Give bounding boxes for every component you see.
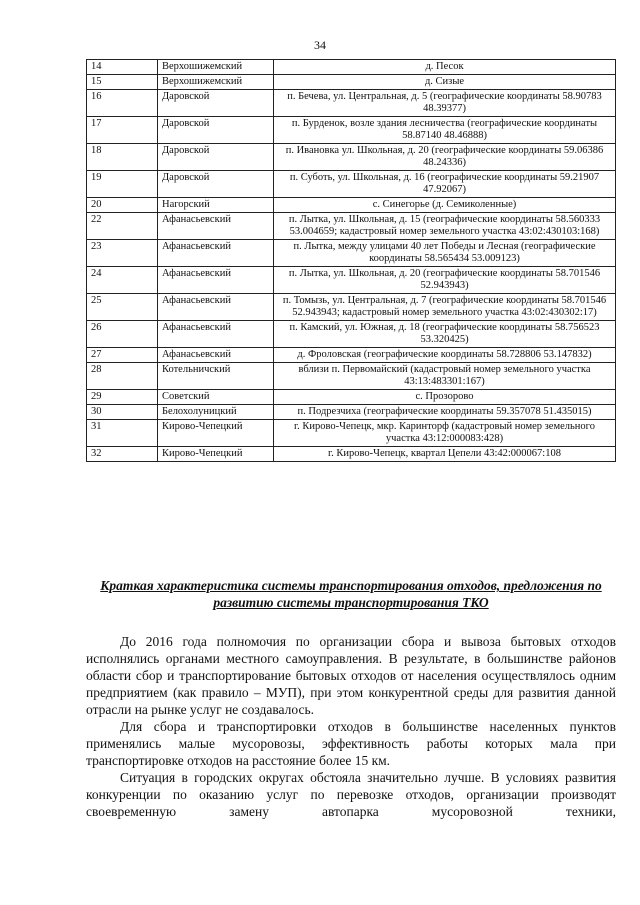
- section-heading: Краткая характеристика системы транспортирования отходов, предложения по развитию системы транспортирования ТКО: [100, 578, 602, 610]
- table-row: [87, 144, 616, 171]
- table-row: [87, 420, 616, 447]
- table-row: [87, 447, 616, 462]
- row-number: 22: [87, 213, 158, 240]
- table-row: [87, 75, 616, 90]
- table-row: [87, 405, 616, 420]
- table-row: [87, 363, 616, 390]
- row-district: Белохолуницкий: [158, 405, 274, 420]
- row-district: Советский: [158, 390, 274, 405]
- table-row: [87, 321, 616, 348]
- row-location: д. Фроловская (географические координаты 58.728806 53.147832): [274, 348, 616, 363]
- row-location: п. Бурденок, возле здания лесничества (географические координаты 58.87140 48.46888): [274, 117, 616, 144]
- row-district: Афанасьевский: [158, 294, 274, 321]
- table-row: [87, 294, 616, 321]
- body-text: [86, 633, 616, 820]
- row-number: 23: [87, 240, 158, 267]
- table-row: [87, 348, 616, 363]
- row-number: 31: [87, 420, 158, 447]
- table-row: [87, 198, 616, 213]
- paragraph-2: Для сбора и транспортировки отходов в большинстве населенных пунктов применялись малые мусоровозы, эффективность работы которых мала при транспортировке отходов на расстояние более 15 км.: [86, 719, 616, 768]
- row-location: п. Лытка, между улицами 40 лет Победы и Лесная (географические координаты 58.565434 53.009123): [274, 240, 616, 267]
- table-body: [87, 60, 616, 462]
- row-location: с. Прозорово: [274, 390, 616, 405]
- row-number: 14: [87, 60, 158, 75]
- row-district: Даровской: [158, 144, 274, 171]
- page-number: 34: [314, 38, 326, 52]
- row-location: г. Кирово-Чепецк, мкр. Каринторф (кадастровый номер земельного участка 43:12:000083:428): [274, 420, 616, 447]
- row-number: 24: [87, 267, 158, 294]
- row-number: 20: [87, 198, 158, 213]
- table-row: [87, 213, 616, 240]
- paragraph-3: Ситуация в городских округах обстояла значительно лучше. В условиях развития конкуренции по оказанию услуг по перевозке отходов, организации производят своевременную замену автопарка мусоровозной техники,: [86, 770, 616, 819]
- table-row: [87, 240, 616, 267]
- row-district: Котельничский: [158, 363, 274, 390]
- row-district: Верхошижемский: [158, 75, 274, 90]
- table-row: [87, 60, 616, 75]
- row-district: Даровской: [158, 171, 274, 198]
- row-location: п. Бечева, ул. Центральная, д. 5 (географические координаты 58.90783 48.39377): [274, 90, 616, 117]
- row-location: г. Кирово-Чепецк, квартал Цепели 43:42:000067:108: [274, 447, 616, 462]
- row-district: Афанасьевский: [158, 240, 274, 267]
- row-district: Кирово-Чепецкий: [158, 420, 274, 447]
- row-number: 27: [87, 348, 158, 363]
- row-number: 29: [87, 390, 158, 405]
- row-location: п. Ивановка ул. Школьная, д. 20 (географические координаты 59.06386 48.24336): [274, 144, 616, 171]
- table-row: [87, 117, 616, 144]
- row-number: 18: [87, 144, 158, 171]
- row-location: п. Томызь, ул. Центральная, д. 7 (географические координаты 58.701546 52.943943; кадастровый номер земельного участка 43:02:430302:17): [274, 294, 616, 321]
- table-row: [87, 90, 616, 117]
- row-location: д. Песок: [274, 60, 616, 75]
- row-location: вблизи п. Первомайский (кадастровый номер земельного участка 43:13:483301:167): [274, 363, 616, 390]
- table-row: [87, 171, 616, 198]
- row-location: п. Камский, ул. Южная, д. 18 (географические координаты 58.756523 53.320425): [274, 321, 616, 348]
- row-district: Даровской: [158, 117, 274, 144]
- row-district: Верхошижемский: [158, 60, 274, 75]
- paragraph-1: До 2016 года полномочия по организации сбора и вывоза бытовых отходов исполнялись органами местного самоуправления. В результате, в большинстве районов области сбор и транспортирование бытовых отходов от населения осуществлялось одним предприятием (как правило – МУП), при этом конкурентной среды для развития данной отрасли на рынке услуг не создавалось.: [86, 634, 616, 717]
- row-number: 16: [87, 90, 158, 117]
- row-district: Кирово-Чепецкий: [158, 447, 274, 462]
- row-district: Афанасьевский: [158, 213, 274, 240]
- row-number: 30: [87, 405, 158, 420]
- row-district: Афанасьевский: [158, 267, 274, 294]
- row-location: п. Суботь, ул. Школьная, д. 16 (географические координаты 59.21907 47.92067): [274, 171, 616, 198]
- row-district: Афанасьевский: [158, 321, 274, 348]
- row-number: 15: [87, 75, 158, 90]
- row-number: 28: [87, 363, 158, 390]
- table-row: [87, 390, 616, 405]
- row-location: п. Лытка, ул. Школьная, д. 15 (географические координаты 58.560333 53.004659; кадастровый номер земельного участка 43:02:430103:168): [274, 213, 616, 240]
- waste-sites-table: [86, 59, 616, 462]
- row-district: Афанасьевский: [158, 348, 274, 363]
- row-number: 17: [87, 117, 158, 144]
- row-location: п. Подрезчиха (географические координаты 59.357078 51.435015): [274, 405, 616, 420]
- table-row: [87, 267, 616, 294]
- row-location: п. Лытка, ул. Школьная, д. 20 (географические координаты 58.701546 52.943943): [274, 267, 616, 294]
- row-number: 26: [87, 321, 158, 348]
- row-number: 25: [87, 294, 158, 321]
- row-district: Нагорский: [158, 198, 274, 213]
- row-number: 32: [87, 447, 158, 462]
- row-number: 19: [87, 171, 158, 198]
- row-location: д. Сизые: [274, 75, 616, 90]
- row-location: с. Синегорье (д. Семиколенные): [274, 198, 616, 213]
- row-district: Даровской: [158, 90, 274, 117]
